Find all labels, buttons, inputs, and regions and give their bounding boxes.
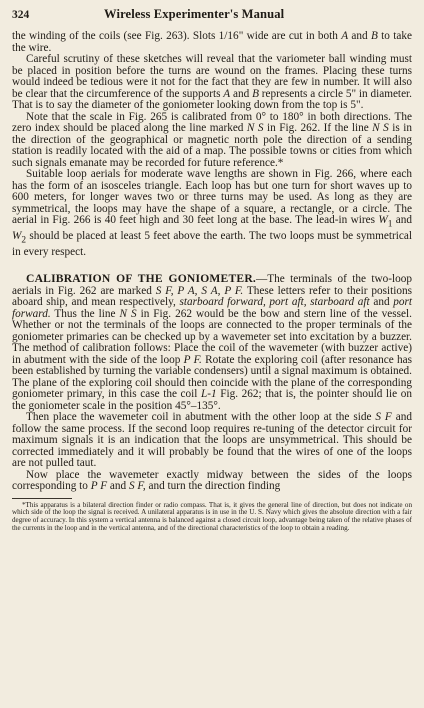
running-head bbox=[12, 7, 412, 29]
footnote-rule bbox=[12, 498, 72, 499]
paragraph-3: Note that the scale in Fig. 265 is calibrated from 0° to 180° in both directions. The zero index should be placed along the line marked N S in Fig. 262. If the line N S is in the direction of the geographical or magnetic north pole the direction of a sending station is readily located with the aid of a map. The possible towns or cities from which such signals emanate may be recorded for future reference.* bbox=[12, 110, 412, 169]
paragraph-2: Careful scrutiny of these sketches will reveal that the variometer ball winding must be placed in position before the turns are wound on the frames. Placing these turns would indeed be tedious were it not for the fact that they are few in number. It will also be clear that the circumference of the supports A and B represents a circle 5" in diameter. That is to say the diameter of the goniometer looking down from the top is 5". bbox=[12, 53, 412, 111]
running-title: Wireless Experimenter's Manual bbox=[104, 7, 285, 21]
fraction: 1/16 bbox=[218, 30, 239, 42]
paragraph-1: the winding of the coils (see Fig. 263). Slots 1/16" wide are cut in both A and B to take the wire. bbox=[12, 30, 412, 54]
paragraph-6: Then place the wavemeter coil in abutment with the other loop at the side S F and follow the same process. If the second loop requires re-tuning of the detector circuit for maximum signals it is an indication that the loops are unsymmetrical. This should be corrected immediately and it will probably be found that the wires of one of the loops are not pulled taut. bbox=[12, 411, 412, 469]
section-heading: CALIBRATION OF THE GONIOMETER. bbox=[26, 272, 257, 285]
paragraph-7: Now place the wavemeter exactly midway between the sides of the loops corresponding to P F and S F, and turn the direction finding bbox=[12, 468, 412, 492]
page-number: 324 bbox=[12, 9, 30, 21]
body-text bbox=[12, 31, 412, 493]
footnote: *This apparatus is a bilateral direction finder or radio compass. That is, it gives the general line of direction, but does not indicate on which side of the loop the signal is received. A unilateral apparatus is in use in the U. S. Navy which gives the absolute direction with a fair degree of accuracy. In this system a vertical antenna is balanced against a closed circuit loop, advantage being taken of the relative phases of the currents in the loop and in the vertical antenna, and of the directional characteristics of the loop to obtain a reading. bbox=[12, 500, 412, 533]
paragraph-4: Suitable loop aerials for moderate wave lengths are shown in Fig. 266, where each has the form of an isosceles triangle. Each loop has but one turn for short waves up to 600 meters, for longer waves two or three turns may be used. As long as they are symmetrical, the loops may have the shape of a square, a rectangle, or a circle. The aerial in Fig. 266 is 40 feet high and 30 feet long at the base. The lead-in wires $W_1$ and $W_2$ should be placed at least 5 feet above the earth. The two loops must be symmetrical in every respect. bbox=[12, 168, 412, 258]
paragraph-calibration: CALIBRATION OF THE GONIOMETER.—The terminals of the two-loop aerials in Fig. 262 are marked S F, P A, S A, P F. These letters refer to their positions aboard ship, and mean respectively, starboard forward, port aft, starboard aft and port forward. Thus the line N S in Fig. 262 would be the bow and stern line of the vessel. Whether or not the terminals of the loops are connected to the proper terminals of the goniometer primaries can be checked up by a wavemeter set into excitation by a buzzer. The method of calibration follows: Place the coil of the wavemeter (with buzzer active) in abutment with the side of the loop P F. Rotate the exploring coil (after resonance has been established by turning the variable condensers) until a signal maximum is obtained. The plane of the exploring coil should then coincide with the plane of the corresponding goniometer primary, in this case the coil L-1 Fig. 262; that is, the pointer should lie on the goniometer scale in the position 45°–135°. bbox=[12, 272, 413, 412]
